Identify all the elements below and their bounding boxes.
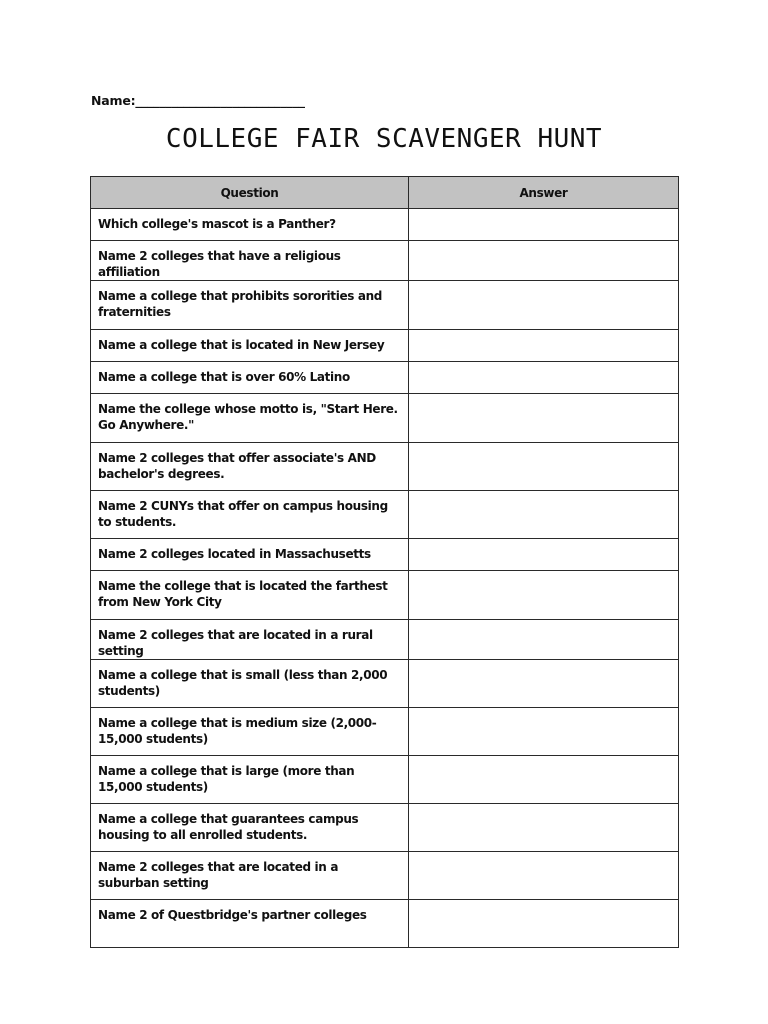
question-cell: Which college's mascot is a Panther?	[91, 209, 409, 241]
column-header-answer: Answer	[409, 177, 679, 209]
table-row	[91, 241, 679, 281]
table-row	[91, 756, 679, 804]
answer-cell[interactable]	[409, 900, 679, 948]
table-row	[91, 708, 679, 756]
question-cell: Name a college that is over 60% Latino	[91, 362, 409, 394]
table-row	[91, 443, 679, 491]
name-field-label[interactable]: Name:____________________________	[91, 93, 305, 108]
table-row	[91, 362, 679, 394]
question-cell: Name 2 colleges that are located in a suburban setting	[91, 852, 409, 900]
scavenger-hunt-table	[90, 176, 679, 948]
answer-cell[interactable]	[409, 491, 679, 539]
answer-cell[interactable]	[409, 209, 679, 241]
question-cell: Name 2 of Questbridge's partner colleges	[91, 900, 409, 948]
table-row	[91, 571, 679, 620]
column-header-question: Question	[91, 177, 409, 209]
question-cell: Name a college that is located in New Jersey	[91, 330, 409, 362]
answer-cell[interactable]	[409, 708, 679, 756]
question-cell: Name a college that is small (less than 2,000 students)	[91, 660, 409, 708]
answer-cell[interactable]	[409, 241, 679, 281]
question-cell: Name the college that is located the farthest from New York City	[91, 571, 409, 620]
question-cell: Name a college that prohibits sororities and fraternities	[91, 281, 409, 330]
table-row	[91, 539, 679, 571]
table-row	[91, 852, 679, 900]
question-cell: Name 2 colleges that are located in a rural setting	[91, 620, 409, 660]
answer-cell[interactable]	[409, 571, 679, 620]
table-row	[91, 281, 679, 330]
answer-cell[interactable]	[409, 660, 679, 708]
question-cell: Name 2 colleges that offer associate's AND bachelor's degrees.	[91, 443, 409, 491]
question-cell: Name the college whose motto is, "Start Here. Go Anywhere."	[91, 394, 409, 443]
table-header-row	[91, 177, 679, 209]
table-row	[91, 209, 679, 241]
answer-cell[interactable]	[409, 281, 679, 330]
answer-cell[interactable]	[409, 362, 679, 394]
question-cell: Name a college that is large (more than 15,000 students)	[91, 756, 409, 804]
table-row	[91, 804, 679, 852]
answer-cell[interactable]	[409, 756, 679, 804]
table-row	[91, 900, 679, 948]
table-row	[91, 491, 679, 539]
table-row	[91, 394, 679, 443]
question-cell: Name a college that guarantees campus housing to all enrolled students.	[91, 804, 409, 852]
question-cell: Name 2 colleges that have a religious affiliation	[91, 241, 409, 281]
answer-cell[interactable]	[409, 804, 679, 852]
answer-cell[interactable]	[409, 852, 679, 900]
answer-cell[interactable]	[409, 330, 679, 362]
question-cell: Name 2 CUNYs that offer on campus housing to students.	[91, 491, 409, 539]
answer-cell[interactable]	[409, 620, 679, 660]
answer-cell[interactable]	[409, 394, 679, 443]
table-row	[91, 660, 679, 708]
question-cell: Name 2 colleges located in Massachusetts	[91, 539, 409, 571]
answer-cell[interactable]	[409, 539, 679, 571]
page-title: COLLEGE FAIR SCAVENGER HUNT	[165, 124, 603, 154]
question-cell: Name a college that is medium size (2,000-15,000 students)	[91, 708, 409, 756]
answer-cell[interactable]	[409, 443, 679, 491]
table-row	[91, 620, 679, 660]
table-row	[91, 330, 679, 362]
